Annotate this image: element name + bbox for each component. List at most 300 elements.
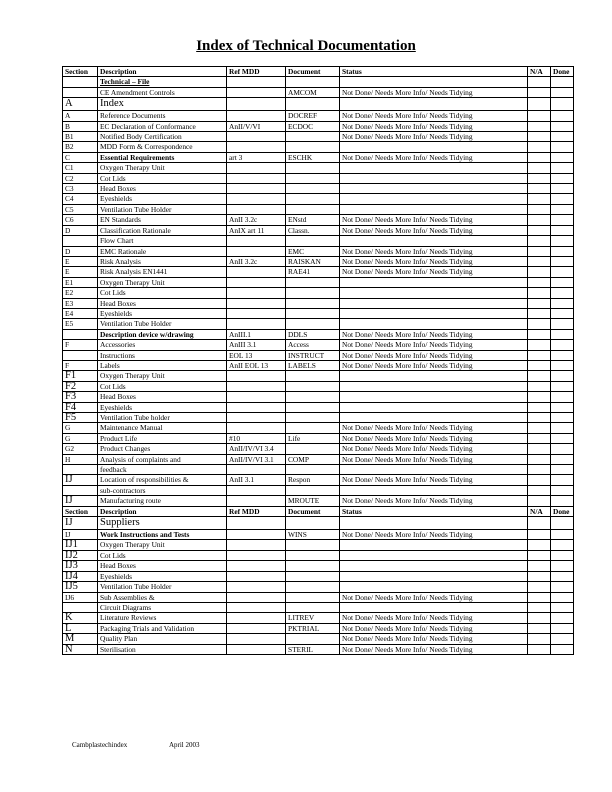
table-row [63,350,574,360]
col-header-ref-mdd: Ref MDD [227,67,286,77]
cell-description: Literature Reviews [98,613,227,623]
col-header-description: Description [98,67,227,77]
cell-section: C1 [63,163,98,173]
cell-na [528,308,551,318]
cell-na [528,288,551,298]
cell-done [551,381,574,391]
cell-document: Respon [286,475,340,485]
cell-done [551,204,574,214]
col-header-document: Document [286,67,340,77]
cell-section: A [63,98,98,111]
cell-document [286,571,340,581]
cell-ref-mdd [227,319,286,329]
cell-description: Cot Lids [98,288,227,298]
cell-status [340,517,528,530]
page-footer [72,741,200,749]
col-header-na: N/A [528,67,551,77]
table-row [63,582,574,592]
cell-document: MROUTE [286,496,340,506]
cell-section: D [63,246,98,256]
cell-section: D [63,225,98,235]
cell-description: Product Changes [98,444,227,454]
cell-document: LITREV [286,613,340,623]
cell-section: IJ6 [63,592,98,602]
cell-ref-mdd [227,87,286,97]
table-header-row [63,67,574,77]
cell-document [286,163,340,173]
table-row [63,371,574,381]
cell-description: Sub Assemblies & [98,592,227,602]
cell-status: Not Done/ Needs More Info/ Needs Tidying [340,152,528,162]
cell-status: Not Done/ Needs More Info/ Needs Tidying [340,225,528,235]
cell-description: Ventilation Tube holder [98,413,227,423]
table-row [63,194,574,204]
cell-done [551,496,574,506]
cell-status [340,98,528,111]
cell-document [286,236,340,246]
table-row [63,340,574,350]
cell-done [551,592,574,602]
cell-section: IJ1 [63,540,98,550]
table-row [63,561,574,571]
cell-na [528,236,551,246]
table-row [63,530,574,540]
cell-ref-mdd: AnII/V/VI [227,121,286,131]
cell-na [528,465,551,475]
cell-section: F3 [63,392,98,402]
cell-section: G2 [63,444,98,454]
cell-status [340,485,528,495]
cell-document: INSTRUCT [286,350,340,360]
cell-done [551,550,574,560]
cell-status [340,561,528,571]
table-row [63,329,574,339]
cell-na [528,454,551,464]
table-row [63,132,574,142]
cell-status: Not Done/ Needs More Info/ Needs Tidying [340,215,528,225]
table-row [63,602,574,612]
cell-section: E3 [63,298,98,308]
cell-status: Not Done/ Needs More Info/ Needs Tidying [340,433,528,443]
cell-ref-mdd [227,634,286,644]
cell-document: DDLS [286,329,340,339]
cell-document [286,77,340,87]
cell-description: feedback [98,465,227,475]
cell-status [340,298,528,308]
cell-section: Section [63,506,98,516]
cell-status [340,204,528,214]
cell-document [286,485,340,495]
cell-description: Ventilation Tube Holder [98,319,227,329]
cell-ref-mdd: AnII 3.2c [227,256,286,266]
cell-description: Risk Analysis EN1441 [98,267,227,277]
table-row [63,634,574,644]
cell-done [551,163,574,173]
table-row [63,142,574,152]
cell-description: Classification Rationale [98,225,227,235]
cell-status [340,602,528,612]
cell-document [286,132,340,142]
cell-na [528,256,551,266]
cell-na [528,517,551,530]
table-row [63,111,574,121]
cell-ref-mdd: AnIII.1 [227,329,286,339]
cell-description: Maintenance Manual [98,423,227,433]
cell-section [63,329,98,339]
cell-document [286,184,340,194]
cell-document [286,423,340,433]
cell-description: Oxygen Therapy Unit [98,371,227,381]
cell-status: Not Done/ Needs More Info/ Needs Tidying [340,267,528,277]
cell-status: Status [340,506,528,516]
cell-ref-mdd [227,402,286,412]
cell-document [286,634,340,644]
cell-description: sub-contractors [98,485,227,495]
cell-ref-mdd [227,623,286,633]
cell-status [340,142,528,152]
cell-description: Eyeshields [98,571,227,581]
cell-description: Description device w/drawing [98,329,227,339]
cell-document [286,402,340,412]
cell-section: C5 [63,204,98,214]
cell-na [528,613,551,623]
cell-done [551,298,574,308]
cell-ref-mdd [227,423,286,433]
cell-description: Essential Requirements [98,152,227,162]
cell-done [551,454,574,464]
cell-section: E2 [63,288,98,298]
table-row [63,77,574,87]
cell-description: MDD Form & Correspondence [98,142,227,152]
table-row [63,277,574,287]
cell-description: Instructions [98,350,227,360]
cell-document: DOCREF [286,111,340,121]
cell-na [528,561,551,571]
cell-ref-mdd [227,98,286,111]
cell-na [528,215,551,225]
table-row [63,423,574,433]
cell-ref-mdd [227,77,286,87]
cell-section: IJ4 [63,571,98,581]
cell-document [286,319,340,329]
cell-done [551,371,574,381]
cell-description: Cot Lids [98,550,227,560]
cell-na [528,371,551,381]
cell-section: B2 [63,142,98,152]
cell-ref-mdd [227,173,286,183]
cell-done [551,485,574,495]
cell-ref-mdd [227,644,286,654]
cell-ref-mdd: Ref MDD [227,506,286,516]
cell-description: Description [98,506,227,516]
cell-done [551,350,574,360]
cell-na [528,540,551,550]
cell-ref-mdd [227,381,286,391]
cell-na [528,530,551,540]
cell-status [340,465,528,475]
cell-section: C6 [63,215,98,225]
cell-ref-mdd: AnII EOL 13 [227,360,286,370]
cell-ref-mdd: AnII/IV/VI 3.4 [227,444,286,454]
cell-status [340,371,528,381]
cell-done [551,288,574,298]
cell-done [551,225,574,235]
cell-done [551,402,574,412]
cell-document [286,592,340,602]
cell-status: Not Done/ Needs More Info/ Needs Tidying [340,121,528,131]
cell-description: Ventilation Tube Holder [98,204,227,214]
cell-done [551,121,574,131]
cell-document: ECDOC [286,121,340,131]
cell-description: Accessories [98,340,227,350]
cell-document [286,288,340,298]
table-row [63,121,574,131]
cell-ref-mdd [227,392,286,402]
cell-document [286,142,340,152]
cell-document [286,194,340,204]
cell-na [528,475,551,485]
cell-document: Classn. [286,225,340,235]
cell-ref-mdd [227,517,286,530]
cell-description: Packaging Trials and Validation [98,623,227,633]
cell-section: E1 [63,277,98,287]
cell-section: F2 [63,381,98,391]
cell-section: IJ [63,530,98,540]
cell-section: F5 [63,413,98,423]
cell-description: Labels [98,360,227,370]
cell-description: Product Life [98,433,227,443]
cell-ref-mdd [227,308,286,318]
cell-done [551,561,574,571]
cell-na [528,644,551,654]
cell-done [551,246,574,256]
cell-done [551,433,574,443]
footer-date: April 2003 [168,741,200,749]
cell-na [528,246,551,256]
cell-document [286,204,340,214]
cell-na [528,485,551,495]
cell-ref-mdd [227,194,286,204]
cell-done [551,308,574,318]
cell-na [528,392,551,402]
cell-description: Head Boxes [98,392,227,402]
table-row [63,319,574,329]
cell-description: Oxygen Therapy Unit [98,163,227,173]
table-row [63,184,574,194]
cell-done [551,444,574,454]
cell-na [528,87,551,97]
cell-description: Analysis of complaints and [98,454,227,464]
cell-na [528,319,551,329]
cell-status [340,163,528,173]
col-header-status: Status [340,67,528,77]
cell-section: IJ [63,517,98,530]
cell-na [528,225,551,235]
cell-status: Not Done/ Needs More Info/ Needs Tidying [340,613,528,623]
cell-section: IJ [63,496,98,506]
table-row [63,267,574,277]
cell-done [551,215,574,225]
cell-done [551,475,574,485]
cell-ref-mdd [227,465,286,475]
cell-description: EMC Rationale [98,246,227,256]
cell-description: Eyeshields [98,402,227,412]
cell-done [551,111,574,121]
cell-ref-mdd [227,132,286,142]
cell-na [528,402,551,412]
cell-ref-mdd [227,413,286,423]
cell-ref-mdd [227,267,286,277]
cell-document: COMP [286,454,340,464]
cell-na [528,121,551,131]
cell-status: Not Done/ Needs More Info/ Needs Tidying [340,87,528,97]
cell-done [551,517,574,530]
cell-done [551,77,574,87]
cell-description: Manufacturing route [98,496,227,506]
cell-document [286,371,340,381]
cell-section: E5 [63,319,98,329]
cell-section: C2 [63,173,98,183]
cell-description: Ventilation Tube Holder [98,582,227,592]
cell-status [340,540,528,550]
cell-na [528,360,551,370]
cell-description: Quality Plan [98,634,227,644]
cell-status [340,277,528,287]
cell-section [63,465,98,475]
cell-section [63,485,98,495]
table-row [63,444,574,454]
cell-document [286,444,340,454]
cell-done [551,256,574,266]
cell-na [528,152,551,162]
cell-document: PKTRIAL [286,623,340,633]
table-row [63,225,574,235]
cell-na [528,163,551,173]
cell-document [286,392,340,402]
cell-status [340,184,528,194]
cell-ref-mdd [227,288,286,298]
table-row [63,517,574,530]
cell-description: Risk Analysis [98,256,227,266]
cell-section: A [63,111,98,121]
cell-status [340,77,528,87]
cell-document [286,298,340,308]
cell-na [528,582,551,592]
cell-status: Not Done/ Needs More Info/ Needs Tidying [340,111,528,121]
cell-na [528,496,551,506]
table-row [63,613,574,623]
cell-ref-mdd: EOL 13 [227,350,286,360]
cell-done: Done [551,506,574,516]
cell-status: Not Done/ Needs More Info/ Needs Tidying [340,496,528,506]
cell-done [551,530,574,540]
cell-section [63,236,98,246]
cell-status: Not Done/ Needs More Info/ Needs Tidying [340,246,528,256]
cell-ref-mdd [227,204,286,214]
cell-section: C3 [63,184,98,194]
cell-section: C [63,152,98,162]
cell-document: Document [286,506,340,516]
table-row [63,87,574,97]
cell-status [340,413,528,423]
cell-ref-mdd [227,371,286,381]
cell-na [528,184,551,194]
cell-description: Eyeshields [98,308,227,318]
cell-status [340,571,528,581]
cell-done [551,142,574,152]
cell-description: CE Amendment Controls [98,87,227,97]
table-row [63,623,574,633]
cell-section: B [63,121,98,131]
cell-status: Not Done/ Needs More Info/ Needs Tidying [340,360,528,370]
cell-document [286,277,340,287]
cell-done [551,184,574,194]
cell-section: M [63,634,98,644]
cell-section: F4 [63,402,98,412]
cell-document: Access [286,340,340,350]
cell-na [528,571,551,581]
cell-section [63,350,98,360]
cell-section: F [63,340,98,350]
cell-ref-mdd [227,592,286,602]
cell-ref-mdd [227,142,286,152]
cell-section: C4 [63,194,98,204]
cell-section: G [63,433,98,443]
cell-status [340,550,528,560]
cell-done [551,329,574,339]
cell-description: Sterilisation [98,644,227,654]
table-row [63,152,574,162]
cell-ref-mdd [227,561,286,571]
cell-section: F1 [63,371,98,381]
cell-description: Index [98,98,227,111]
cell-status [340,308,528,318]
cell-description: Head Boxes [98,298,227,308]
table-row [63,571,574,581]
cell-description: Head Boxes [98,561,227,571]
table-row [63,433,574,443]
cell-description: Cot Lids [98,381,227,391]
cell-section: E4 [63,308,98,318]
cell-document [286,381,340,391]
cell-description: Cot Lids [98,173,227,183]
table-row [63,298,574,308]
cell-section: IJ2 [63,550,98,560]
cell-status [340,236,528,246]
table-row [63,360,574,370]
table-row [63,402,574,412]
cell-done [551,582,574,592]
cell-status: Not Done/ Needs More Info/ Needs Tidying [340,132,528,142]
table-row [63,236,574,246]
cell-document: ESCHK [286,152,340,162]
cell-section: IJ3 [63,561,98,571]
cell-document [286,413,340,423]
table-row [63,288,574,298]
table-row [63,540,574,550]
cell-ref-mdd [227,496,286,506]
cell-document [286,550,340,560]
cell-ref-mdd: #10 [227,433,286,443]
cell-ref-mdd [227,550,286,560]
cell-done [551,571,574,581]
cell-status: Not Done/ Needs More Info/ Needs Tidying [340,530,528,540]
cell-na [528,550,551,560]
cell-na [528,423,551,433]
cell-ref-mdd [227,582,286,592]
cell-ref-mdd [227,571,286,581]
cell-description: Reference Documents [98,111,227,121]
